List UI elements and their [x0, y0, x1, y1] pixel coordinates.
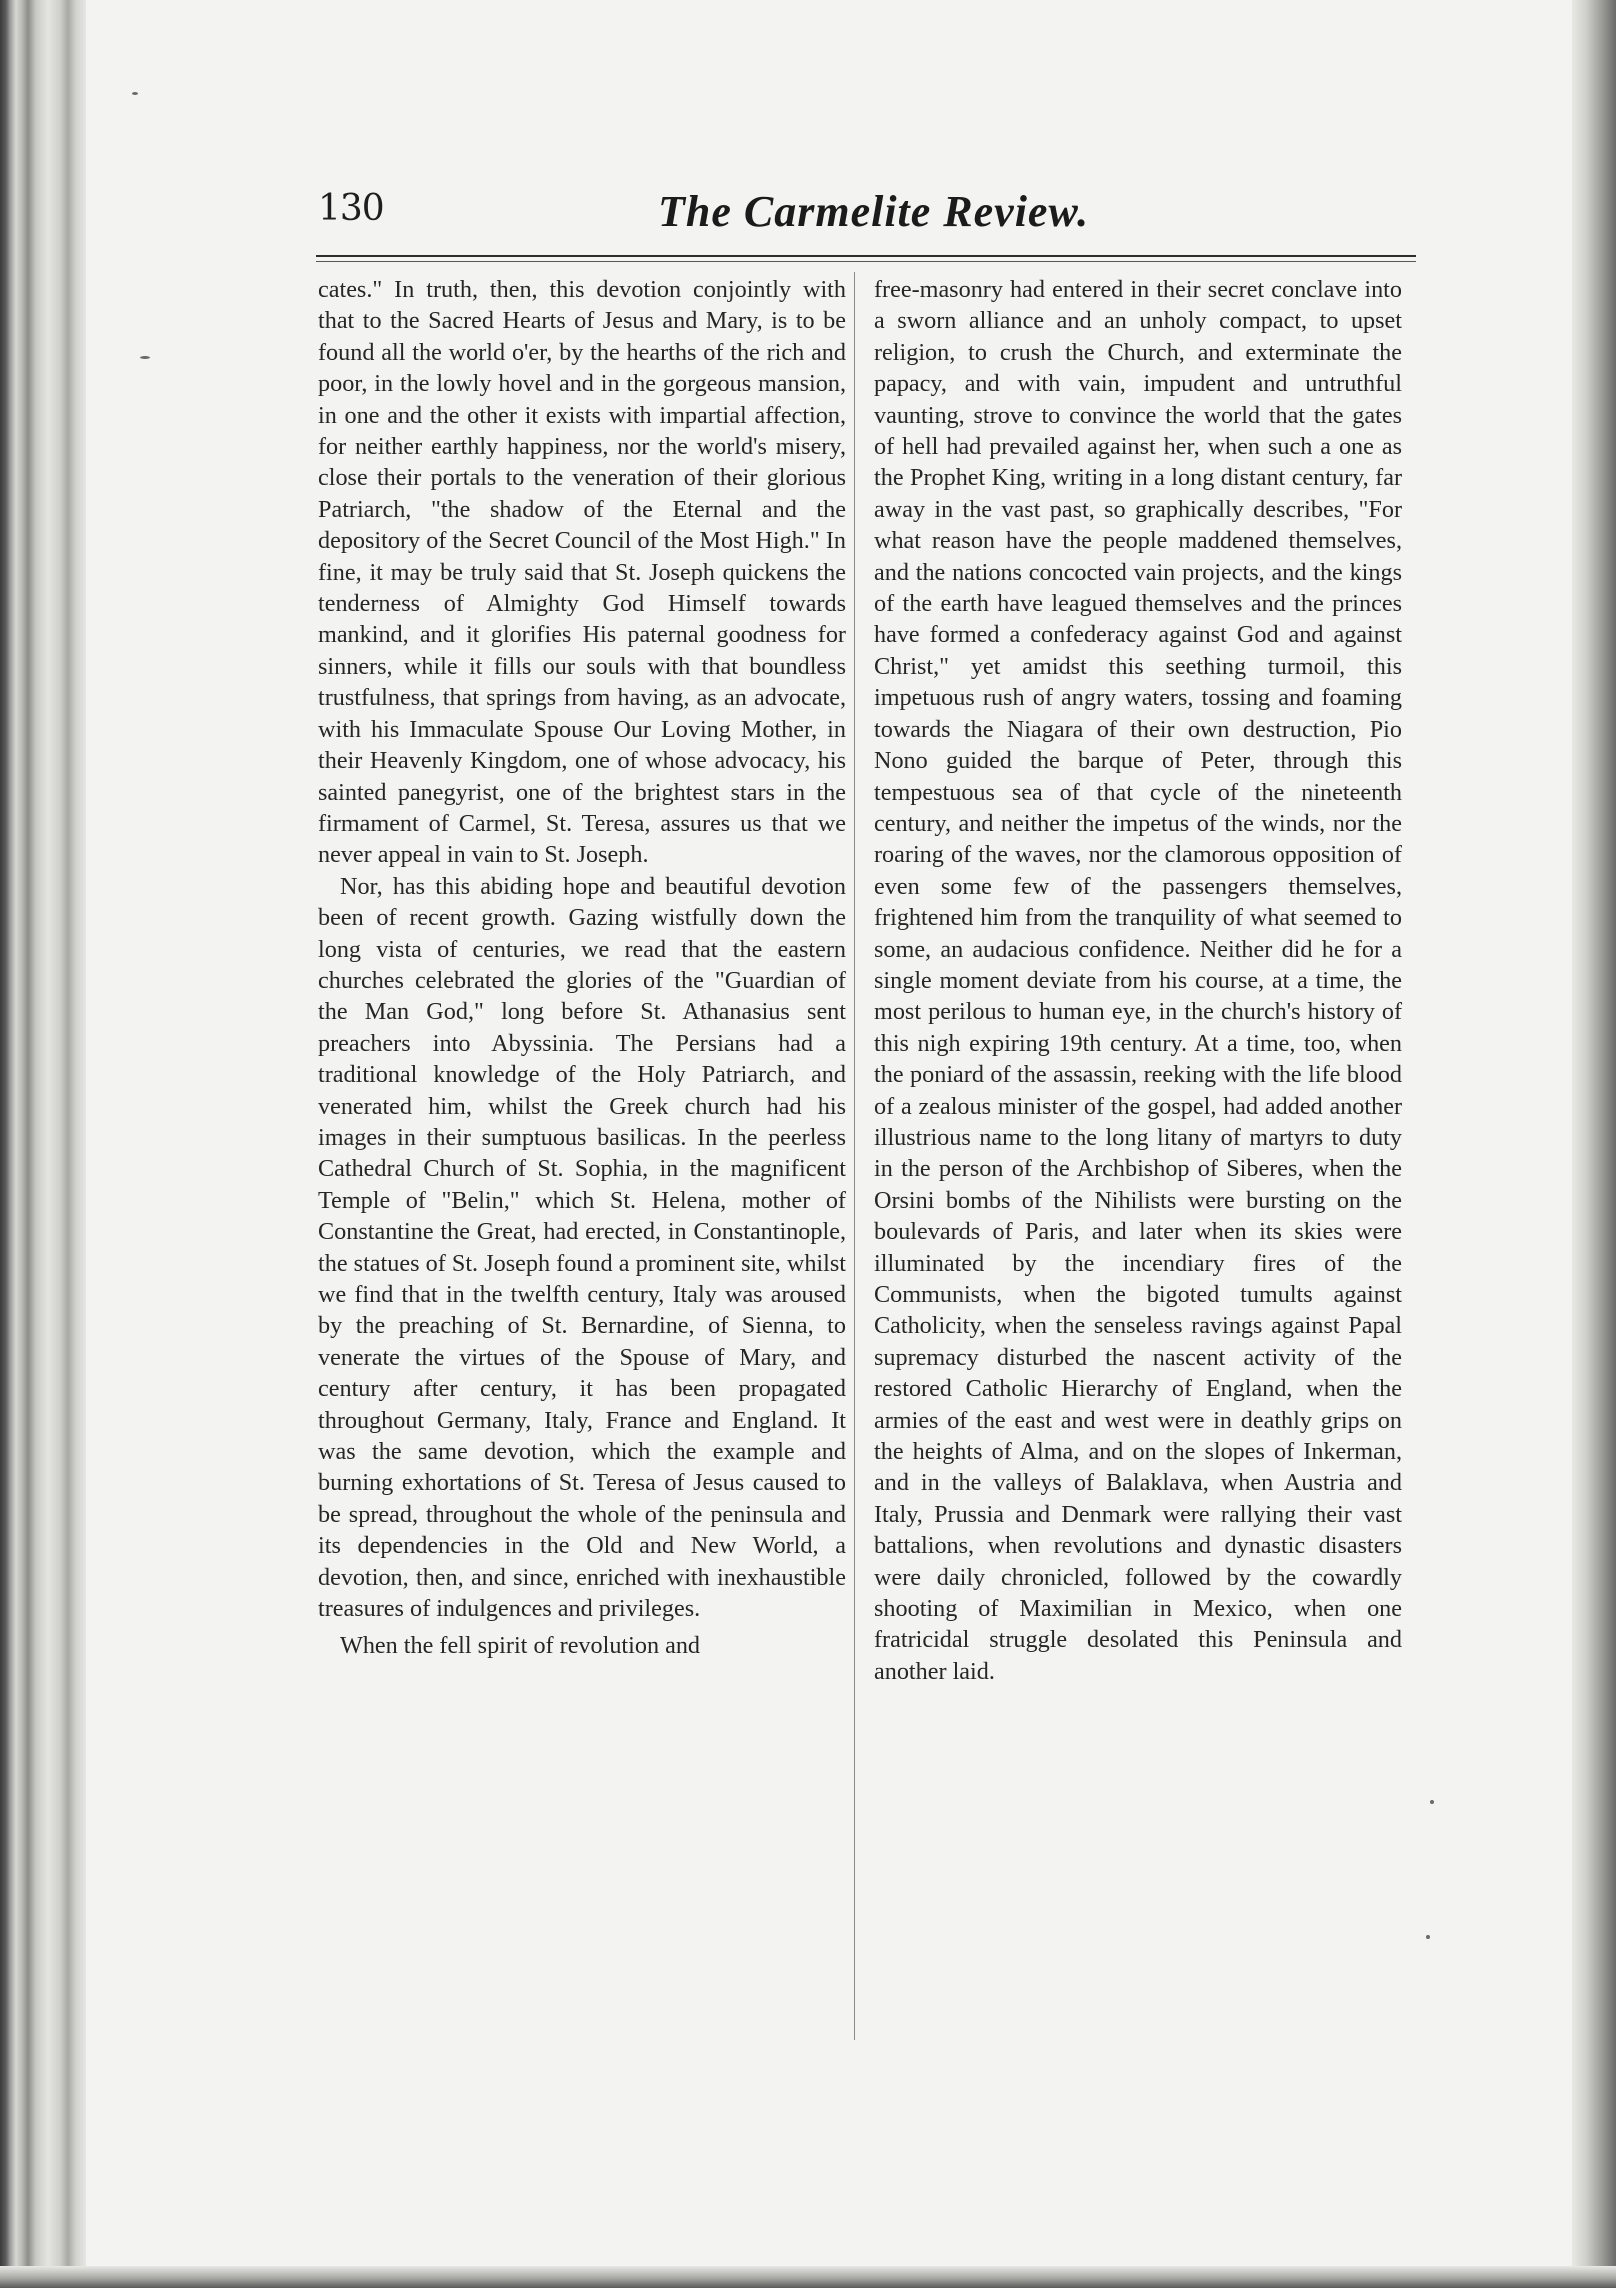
page-bottom-edge [0, 2266, 1616, 2288]
running-header [318, 186, 1418, 246]
paragraph: Nor, has this abiding hope and beautiful devotion been of recent growth. Gazing wistfully down the long vista of centuries, we read that the eastern churches celebrated the glories of the "Guardian of the Man God," long before St. Athanasius sent preachers into Abyssinia. The Persians had a traditional knowledge of the Holy Patriarch, and venerated him, whilst the Greek church had his images in their sumptuous basilicas. In the peerless Cathedral Church of St. Sophia, in the magnificent Temple of "Belin," which St. Helena, mother of Constantine the Great, had erected, in Constantinople, the statues of St. Joseph found a prominent site, whilst we find that in the twelfth century, Italy was aroused by the preaching of St. Bernardine, of Sienna, to venerate the virtues of the Spouse of Mary, and century after century, it has been propagated throughout Germany, Italy, France and England. It was the same devotion, which the example and burning exhortations of St. Teresa of Jesus caused to be spread, throughout the whole of the peninsula and its dependencies in the Old and New World, a devotion, then, and since, enriched with inexhaustible treasures of indulgences and privileges. [318, 872, 846, 1623]
paragraph: When the fell spirit of revolution and [340, 1632, 701, 1660]
paper-speck [132, 92, 138, 95]
left-column [318, 274, 846, 1662]
page-right-edge [1572, 0, 1616, 2288]
header-rule-thin [316, 261, 1416, 262]
running-title: The Carmelite Review. [658, 187, 1090, 236]
column-divider [854, 272, 855, 2040]
right-column [874, 274, 1402, 1687]
paper-speck [1426, 1935, 1430, 1939]
book-binding-edge [0, 0, 86, 2288]
page-number: 130 [318, 188, 384, 229]
paragraph: cates." In truth, then, this devotion conjointly with that to the Sacred Hearts of Jesus and Mary, is to be found all the world o'er, by the hearths of the rich and poor, in the lowly hovel and in the gorgeous mansion, in one and the other it exists with impartial affection, for neither earthly happiness, nor the world's misery, close their portals to the veneration of their glorious Patriarch, "the shadow of the Eternal and the depository of the Secret Council of the Most High." In fine, it may be truly said that St. Joseph quickens the tenderness of Almighty God Himself towards mankind, and it glorifies His paternal goodness for sinners, while it fills our souls with that boundless trustfulness, that springs from having, as an advocate, with his Immaculate Spouse Our Loving Mother, in their Heavenly Kingdom, one of whose advocacy, his sainted panegyrist, one of the brightest stars in the firmament of Carmel, St. Teresa, assures us that we never appeal in vain to St. Joseph. [318, 276, 846, 869]
paragraph: free-masonry had entered in their secret conclave into a sworn alliance and an unholy compact, to upset religion, to crush the Church, and exterminate the papacy, and with vain, impudent and untruthful vaunting, strove to convince the world that the gates of hell had prevailed against her, when such a one as the Prophet King, writing in a long distant century, far away in the vast past, so graphically describes, "For what reason have the people maddened themselves, and the nations concocted vain projects, and the kings of the earth have leagued themselves and the princes have formed a confederacy against God and against Christ," yet amidst this seething turmoil, this impetuous rush of angry waters, tossing and foaming towards the Niagara of their own destruction, Pio Nono guided the barque of Peter, through this tempestuous sea of that cycle of the nineteenth century, and neither the impetus of the winds, nor the roaring of the waves, nor the clamorous opposition of even some few of the passengers themselves, frightened him from the tranquility of what seemed to some, an audacious confidence. Neither did he for a single moment deviate from his course, at a time, the most perilous to human eye, in the church's history of this nigh expiring 19th century. At a time, too, when the poniard of the assassin, reeking with the life blood of a zealous minister of the gospel, had added another illustrious name to the long litany of martyrs to duty in the person of the Archbishop of Siberes, when the Orsini bombs of the Nihilists were bursting on the boulevards of Paris, and later when its skies were illuminated by the incendiary fires of the Communists, when the bigoted tumults against Catholicity, when the senseless ravings against Papal supremacy disturbed the nascent activity of the restored Catholic Hierarchy of England, when the armies of the east and west were in deathly grips on the heights of Alma, and on the slopes of Inkerman, and in the valleys of Balaklava, when Austria and Italy, Prussia and Denmark were rallying their vast battalions, when revolutions and dynastic disasters were daily chronicled, followed by the cowardly shooting of Maximilian in Mexico, when one fratricidal struggle desolated this Peninsula and another laid. [874, 276, 1402, 1685]
header-rule [316, 255, 1416, 257]
paper-speck [1430, 1800, 1434, 1804]
paper-speck [140, 356, 150, 359]
